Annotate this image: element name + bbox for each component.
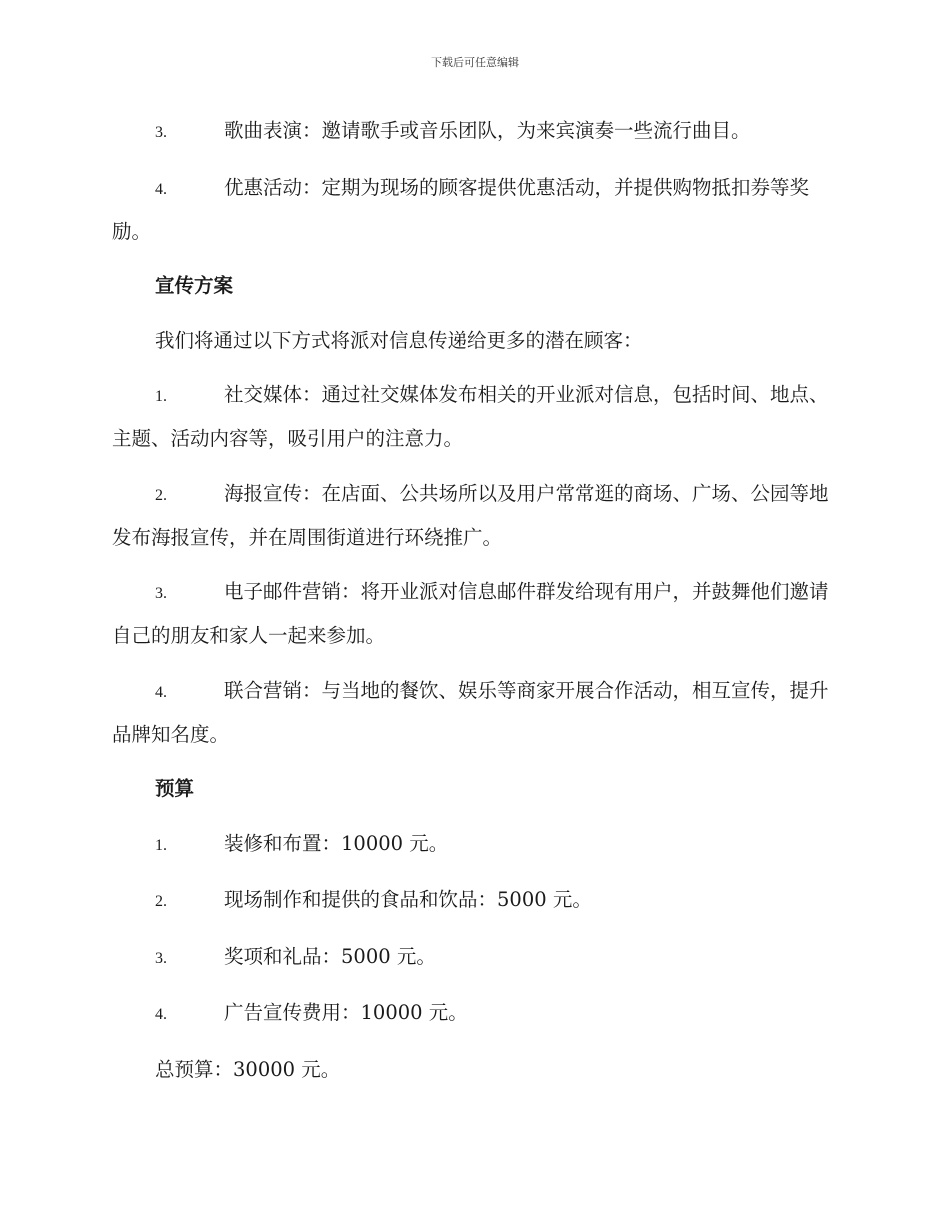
list-item-number: 4.	[155, 180, 167, 198]
list-item	[112, 823, 837, 867]
list-item-number: 4.	[155, 683, 167, 701]
list-item	[112, 110, 837, 154]
list-item-text: 社交媒体：通过社交媒体发布相关的开业派对信息，包括时间、地点、主题、活动内容等，吸引用户的注意力。	[112, 383, 829, 450]
list-item-number: 4.	[155, 1006, 167, 1023]
list-item-number: 3.	[155, 949, 167, 967]
list-item-text: 装修和布置：10000 元。	[224, 831, 449, 855]
list-item-text: 现场制作和提供的食品和饮品：5000 元。	[224, 888, 592, 911]
list-item	[112, 936, 837, 980]
section-heading-budget: 预算	[155, 777, 195, 800]
document-body	[112, 110, 837, 1103]
list-item-text: 电子邮件营销：将开业派对信息邮件群发给现有用户，并鼓舞他们邀请自己的朋友和家人一起来参加。	[112, 580, 829, 647]
list-item-number: 1.	[155, 388, 167, 405]
list-item-number: 2.	[155, 893, 167, 910]
header-note: 下载后可任意编辑	[431, 56, 519, 69]
list-item-text: 海报宣传：在店面、公共场所以及用户常常逛的商场、广场、公园等地发布海报宣传，并在周围街道进行环绕推广。	[112, 481, 829, 549]
list-item-text: 优惠活动：定期为现场的顾客提供优惠活动，并提供购物抵扣券等奖励。	[112, 175, 810, 243]
list-item	[112, 167, 837, 253]
list-item	[112, 374, 837, 460]
list-item	[112, 992, 837, 1036]
list-item-text: 奖项和礼品：5000 元。	[224, 944, 436, 968]
promo-intro: 我们将通过以下方式将派对信息传递给更多的潜在顾客：	[155, 328, 643, 352]
list-item-number: 1.	[155, 836, 167, 854]
budget-total: 总预算：30000 元。	[155, 1057, 341, 1081]
section-heading-promo: 宣传方案	[155, 274, 234, 297]
list-item	[112, 670, 837, 756]
list-item-number: 2.	[155, 486, 167, 504]
list-item-number: 3.	[155, 585, 167, 602]
list-item	[112, 879, 837, 923]
list-item-text: 广告宣传费用：10000 元。	[224, 1001, 468, 1024]
list-item-text: 歌曲表演：邀请歌手或音乐团队，为来宾演奏一些流行曲目。	[224, 119, 751, 142]
list-item-text: 联合营销：与当地的餐饮、娱乐等商家开展合作活动，相互宣传，提升品牌知名度。	[112, 678, 829, 746]
list-item-number: 3.	[155, 124, 167, 141]
list-item	[112, 473, 837, 559]
list-item	[112, 571, 837, 657]
